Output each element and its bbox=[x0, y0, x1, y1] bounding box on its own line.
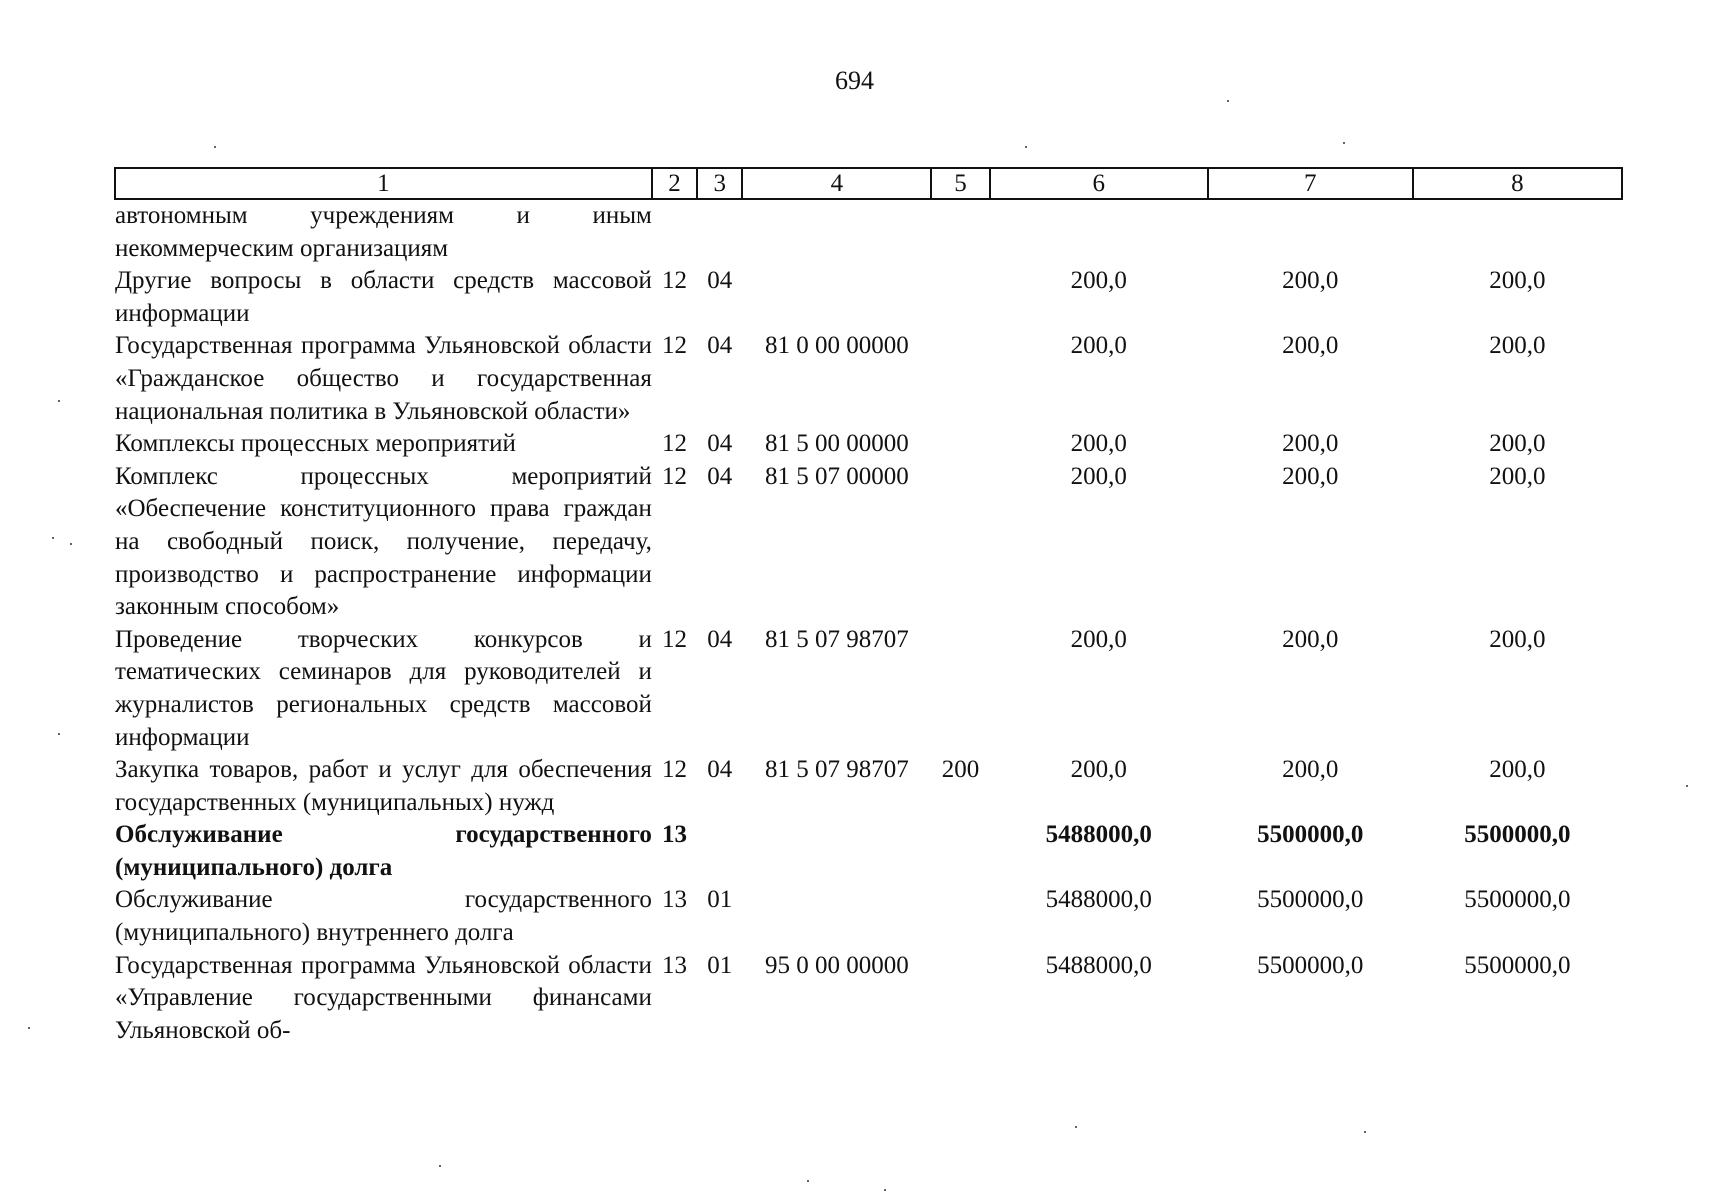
row-amount-7: 200,0 bbox=[1282, 267, 1339, 295]
row-section: 12 bbox=[661, 756, 687, 784]
row-amount-8: 200,0 bbox=[1489, 625, 1546, 653]
row-target-article: 95 0 00 00000 bbox=[764, 951, 909, 979]
table-row bbox=[115, 884, 1622, 949]
table-row bbox=[115, 199, 1622, 265]
row-amount-8: 5500000,0 bbox=[1464, 886, 1571, 914]
row-target-article: 81 0 00 00000 bbox=[764, 332, 909, 360]
scan-speck bbox=[1075, 1126, 1077, 1128]
row-amount-8: 5500000,0 bbox=[1464, 951, 1571, 979]
scan-speck bbox=[1686, 785, 1688, 787]
row-amount-7 bbox=[1208, 199, 1413, 265]
row-amount-7: 5500000,0 bbox=[1257, 886, 1364, 914]
row-target-article bbox=[742, 199, 931, 265]
table-row bbox=[115, 819, 1622, 884]
table-row bbox=[115, 624, 1622, 754]
table-row bbox=[115, 265, 1622, 330]
row-subsection: 04 bbox=[707, 430, 733, 458]
row-subsection: 04 bbox=[707, 462, 733, 490]
scan-speck bbox=[1364, 1131, 1366, 1133]
row-section: 12 bbox=[661, 625, 687, 653]
row-expense-type bbox=[931, 624, 989, 754]
row-amount-7: 5500000,0 bbox=[1257, 951, 1364, 979]
row-name: Проведение творческих конкурсов и тематических семинаров для руководителей и журналистов региональных средств массовой информации bbox=[115, 625, 652, 751]
row-amount-7: 200,0 bbox=[1282, 756, 1339, 784]
row-target-article bbox=[742, 819, 931, 884]
table-row bbox=[115, 428, 1622, 461]
scan-speck bbox=[1227, 100, 1229, 102]
header-row bbox=[115, 168, 1622, 199]
row-name: Закупка товаров, работ и услуг для обеспечения государственных (муниципальных) нужд bbox=[115, 756, 652, 816]
scan-speck bbox=[884, 1189, 886, 1191]
page-number: 694 bbox=[835, 66, 874, 95]
budget-table bbox=[114, 167, 1623, 1047]
row-amount-6: 5488000,0 bbox=[1045, 821, 1152, 849]
row-amount-6: 200,0 bbox=[1070, 430, 1127, 458]
col-header-8: 8 bbox=[1413, 168, 1622, 199]
row-name: Государственная программа Ульяновской области «Управление государственными финансами Ульяновской об- bbox=[115, 951, 652, 1044]
scan-speck bbox=[52, 537, 54, 539]
row-section: 12 bbox=[661, 332, 687, 360]
row-target-article: 81 5 00 00000 bbox=[764, 430, 909, 458]
row-section: 12 bbox=[661, 430, 687, 458]
row-amount-6 bbox=[990, 199, 1208, 265]
row-section: 13 bbox=[661, 821, 687, 849]
col-header-7: 7 bbox=[1208, 168, 1413, 199]
row-name: Комплекс процессных мероприятий «Обеспечение конституционного права граждан на свободный поиск, получение, передачу, производство и распространение информации законным способом» bbox=[115, 462, 652, 621]
row-amount-8 bbox=[1413, 199, 1622, 265]
col-header-5: 5 bbox=[931, 168, 989, 199]
scan-speck bbox=[214, 146, 216, 148]
row-expense-type bbox=[931, 819, 989, 884]
row-subsection: 04 bbox=[707, 267, 733, 295]
row-amount-6: 200,0 bbox=[1070, 625, 1127, 653]
scan-speck bbox=[58, 733, 60, 735]
row-amount-6: 200,0 bbox=[1070, 332, 1127, 360]
row-section: 12 bbox=[661, 267, 687, 295]
row-amount-6: 5488000,0 bbox=[1045, 886, 1152, 914]
table-row bbox=[115, 754, 1622, 819]
col-header-1: 1 bbox=[115, 168, 652, 199]
row-name: автономным учреждениям и иным некоммерческим организациям bbox=[115, 202, 652, 262]
scan-speck bbox=[807, 1180, 809, 1182]
scan-speck bbox=[1025, 146, 1027, 148]
scan-speck bbox=[70, 543, 72, 545]
table-row bbox=[115, 950, 1622, 1048]
row-subsection bbox=[697, 199, 742, 265]
row-amount-7: 200,0 bbox=[1282, 332, 1339, 360]
col-header-2: 2 bbox=[652, 168, 697, 199]
col-header-3: 3 bbox=[697, 168, 742, 199]
row-amount-7: 200,0 bbox=[1282, 430, 1339, 458]
row-target-article bbox=[742, 265, 931, 330]
row-name: Государственная программа Ульяновской области «Гражданское общество и государственная национальная политика в Ульяновской области» bbox=[115, 332, 652, 425]
row-expense-type bbox=[931, 199, 989, 265]
row-section: 13 bbox=[661, 886, 687, 914]
row-amount-8: 5500000,0 bbox=[1464, 821, 1571, 849]
row-amount-8: 200,0 bbox=[1489, 332, 1546, 360]
row-amount-7: 200,0 bbox=[1282, 625, 1339, 653]
row-section bbox=[652, 199, 697, 265]
row-expense-type bbox=[931, 950, 989, 1048]
row-amount-8: 200,0 bbox=[1489, 267, 1546, 295]
row-subsection: 01 bbox=[707, 951, 733, 979]
row-name: Другие вопросы в области средств массовой информации bbox=[115, 267, 652, 327]
row-amount-7: 5500000,0 bbox=[1257, 821, 1364, 849]
row-amount-6: 200,0 bbox=[1070, 756, 1127, 784]
table-row bbox=[115, 461, 1622, 624]
row-target-article: 81 5 07 98707 bbox=[764, 625, 909, 653]
row-expense-type bbox=[931, 330, 989, 428]
row-subsection: 04 bbox=[707, 625, 733, 653]
row-subsection bbox=[697, 819, 742, 884]
col-header-6: 6 bbox=[990, 168, 1208, 199]
scan-speck bbox=[439, 1165, 441, 1167]
row-section: 12 bbox=[661, 462, 687, 490]
col-header-4: 4 bbox=[742, 168, 931, 199]
row-target-article: 81 5 07 98707 bbox=[764, 756, 909, 784]
scan-speck bbox=[28, 1027, 30, 1029]
row-amount-6: 200,0 bbox=[1070, 462, 1127, 490]
row-amount-7: 200,0 bbox=[1282, 462, 1339, 490]
row-expense-type bbox=[931, 884, 989, 949]
row-name: Комплексы процессных мероприятий bbox=[115, 430, 516, 458]
row-expense-type: 200 bbox=[941, 756, 980, 784]
scan-speck bbox=[58, 400, 60, 402]
row-subsection: 04 bbox=[707, 756, 733, 784]
row-amount-6: 5488000,0 bbox=[1045, 951, 1152, 979]
row-target-article: 81 5 07 00000 bbox=[764, 462, 909, 490]
row-name: Обслуживание государственного (муниципального) внутреннего долга bbox=[115, 886, 652, 947]
scan-speck bbox=[1343, 142, 1345, 144]
row-amount-8: 200,0 bbox=[1489, 462, 1546, 490]
row-expense-type bbox=[931, 265, 989, 330]
row-target-article bbox=[742, 884, 931, 949]
row-section: 13 bbox=[661, 951, 687, 979]
row-amount-6: 200,0 bbox=[1070, 267, 1127, 295]
row-name: Обслуживание государственного (муниципального) долга bbox=[115, 821, 652, 881]
table-row bbox=[115, 330, 1622, 428]
row-expense-type bbox=[931, 428, 989, 461]
row-amount-8: 200,0 bbox=[1489, 430, 1546, 458]
row-subsection: 04 bbox=[707, 332, 733, 360]
row-amount-8: 200,0 bbox=[1489, 756, 1546, 784]
row-expense-type bbox=[931, 461, 989, 624]
row-subsection: 01 bbox=[707, 886, 733, 914]
